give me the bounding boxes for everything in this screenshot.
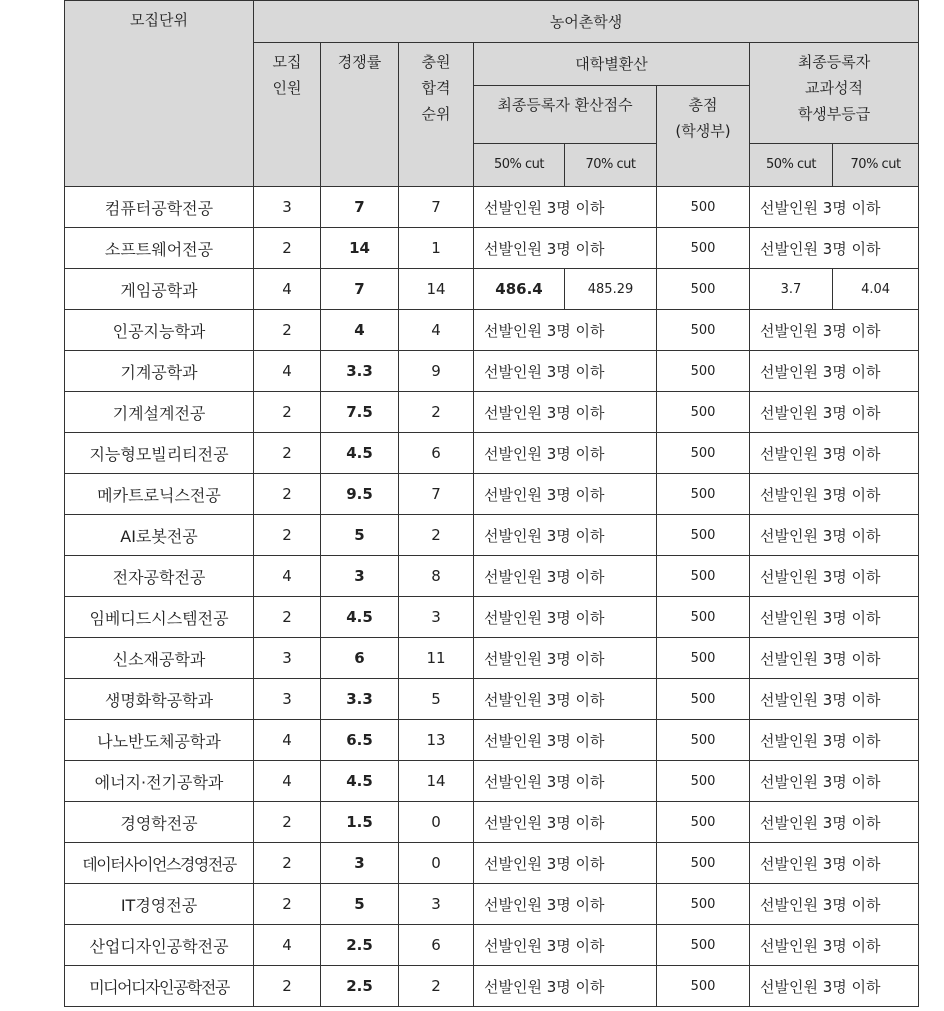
unit-name-cell: IT경영전공 xyxy=(65,884,254,925)
conv-note-cell: 선발인원 3명 이하 xyxy=(474,720,657,761)
quota-cell: 2 xyxy=(254,843,321,884)
rank-cell: 11 xyxy=(399,638,474,679)
quota-cell: 4 xyxy=(254,761,321,802)
conv-note-cell: 선발인원 3명 이하 xyxy=(474,310,657,351)
unit-name-cell: 데이터사이언스경영전공 xyxy=(65,843,254,884)
rank-cell: 5 xyxy=(399,679,474,720)
unit-name-cell: 생명화학공학과 xyxy=(65,679,254,720)
competition-cell: 7 xyxy=(321,187,399,228)
table-row xyxy=(65,679,919,720)
unit-name-cell: 컴퓨터공학전공 xyxy=(65,187,254,228)
rank-cell: 0 xyxy=(399,843,474,884)
conv-note-cell: 선발인원 3명 이하 xyxy=(474,228,657,269)
conv-note-cell: 선발인원 3명 이하 xyxy=(474,187,657,228)
total-score-cell: 500 xyxy=(657,925,750,966)
quota-cell: 4 xyxy=(254,720,321,761)
total-score-cell: 500 xyxy=(657,515,750,556)
grade-note-cell: 선발인원 3명 이하 xyxy=(750,884,919,925)
table-row xyxy=(65,556,919,597)
unit-name-cell: 기계공학과 xyxy=(65,351,254,392)
total-score-cell: 500 xyxy=(657,638,750,679)
competition-cell: 1.5 xyxy=(321,802,399,843)
grade-note-cell: 선발인원 3명 이하 xyxy=(750,802,919,843)
table-row xyxy=(65,187,919,228)
rank-cell: 6 xyxy=(399,433,474,474)
table-row xyxy=(65,720,919,761)
grade-note-cell: 선발인원 3명 이하 xyxy=(750,597,919,638)
header-group: 농어촌학생 xyxy=(254,1,919,43)
table-row xyxy=(65,597,919,638)
quota-cell: 2 xyxy=(254,228,321,269)
grade-cut50-cell: 3.7 xyxy=(750,269,833,310)
competition-cell: 4.5 xyxy=(321,597,399,638)
total-score-cell: 500 xyxy=(657,269,750,310)
grade-note-cell: 선발인원 3명 이하 xyxy=(750,474,919,515)
total-score-cell: 500 xyxy=(657,187,750,228)
grade-note-cell: 선발인원 3명 이하 xyxy=(750,720,919,761)
conv-note-cell: 선발인원 3명 이하 xyxy=(474,843,657,884)
unit-name-cell: 임베디드시스템전공 xyxy=(65,597,254,638)
competition-cell: 6 xyxy=(321,638,399,679)
header-univ-conv: 대학별환산 xyxy=(474,43,750,86)
grade-note-cell: 선발인원 3명 이하 xyxy=(750,515,919,556)
conv-note-cell: 선발인원 3명 이하 xyxy=(474,392,657,433)
rank-cell: 14 xyxy=(399,761,474,802)
grade-note-cell: 선발인원 3명 이하 xyxy=(750,310,919,351)
unit-name-cell: 메카트로닉스전공 xyxy=(65,474,254,515)
unit-name-cell: 미디어디자인공학전공 xyxy=(65,966,254,1007)
competition-cell: 14 xyxy=(321,228,399,269)
quota-cell: 2 xyxy=(254,884,321,925)
table-row xyxy=(65,310,919,351)
rank-cell: 2 xyxy=(399,966,474,1007)
quota-cell: 3 xyxy=(254,187,321,228)
conv-note-cell: 선발인원 3명 이하 xyxy=(474,515,657,556)
grade-note-cell: 선발인원 3명 이하 xyxy=(750,351,919,392)
competition-cell: 4.5 xyxy=(321,433,399,474)
grade-note-cell: 선발인원 3명 이하 xyxy=(750,228,919,269)
table-row xyxy=(65,843,919,884)
competition-cell: 2.5 xyxy=(321,966,399,1007)
grade-cut70-cell: 4.04 xyxy=(833,269,919,310)
quota-cell: 2 xyxy=(254,310,321,351)
header-quota-text: 모집 인원 xyxy=(272,53,302,97)
quota-cell: 4 xyxy=(254,556,321,597)
table-row xyxy=(65,228,919,269)
quota-cell: 2 xyxy=(254,433,321,474)
quota-cell: 2 xyxy=(254,515,321,556)
total-score-cell: 500 xyxy=(657,843,750,884)
unit-name-cell: 에너지·전기공학과 xyxy=(65,761,254,802)
header-unit: 모집단위 xyxy=(65,1,254,187)
conv-note-cell: 선발인원 3명 이하 xyxy=(474,638,657,679)
table-row xyxy=(65,638,919,679)
header-grade-cut50: 50% cut xyxy=(750,144,833,187)
unit-name-cell: 나노반도체공학과 xyxy=(65,720,254,761)
grade-note-cell: 선발인원 3명 이하 xyxy=(750,761,919,802)
quota-cell: 4 xyxy=(254,351,321,392)
unit-name-cell: AI로봇전공 xyxy=(65,515,254,556)
total-score-cell: 500 xyxy=(657,884,750,925)
table-body xyxy=(65,187,919,1007)
conv-note-cell: 선발인원 3명 이하 xyxy=(474,925,657,966)
conv-note-cell: 선발인원 3명 이하 xyxy=(474,556,657,597)
conv-cut70-cell: 485.29 xyxy=(565,269,657,310)
total-score-cell: 500 xyxy=(657,228,750,269)
rank-cell: 7 xyxy=(399,474,474,515)
table-row xyxy=(65,351,919,392)
total-score-cell: 500 xyxy=(657,351,750,392)
header-quota xyxy=(254,43,321,187)
header-final-grade-text: 최종등록자 교과성적 학생부등급 xyxy=(797,53,871,123)
rank-cell: 6 xyxy=(399,925,474,966)
rank-cell: 1 xyxy=(399,228,474,269)
quota-cell: 2 xyxy=(254,966,321,1007)
competition-cell: 4.5 xyxy=(321,761,399,802)
rank-cell: 14 xyxy=(399,269,474,310)
total-score-cell: 500 xyxy=(657,433,750,474)
quota-cell: 3 xyxy=(254,679,321,720)
conv-note-cell: 선발인원 3명 이하 xyxy=(474,761,657,802)
rank-cell: 9 xyxy=(399,351,474,392)
quota-cell: 2 xyxy=(254,474,321,515)
header-rank-text: 충원 합격 순위 xyxy=(421,53,451,123)
table-row xyxy=(65,392,919,433)
quota-cell: 4 xyxy=(254,269,321,310)
total-score-cell: 500 xyxy=(657,556,750,597)
competition-cell: 9.5 xyxy=(321,474,399,515)
header-conv-cut50: 50% cut xyxy=(474,144,565,187)
header-final-conv-score: 최종등록자 환산점수 xyxy=(474,86,657,144)
conv-note-cell: 선발인원 3명 이하 xyxy=(474,966,657,1007)
competition-cell: 4 xyxy=(321,310,399,351)
grade-note-cell: 선발인원 3명 이하 xyxy=(750,679,919,720)
quota-cell: 2 xyxy=(254,802,321,843)
total-score-cell: 500 xyxy=(657,802,750,843)
competition-cell: 3 xyxy=(321,843,399,884)
grade-note-cell: 선발인원 3명 이하 xyxy=(750,966,919,1007)
rank-cell: 3 xyxy=(399,597,474,638)
quota-cell: 3 xyxy=(254,638,321,679)
table-row xyxy=(65,925,919,966)
table-row xyxy=(65,433,919,474)
unit-name-cell: 게임공학과 xyxy=(65,269,254,310)
header-rank xyxy=(399,43,474,187)
competition-cell: 5 xyxy=(321,515,399,556)
competition-cell: 2.5 xyxy=(321,925,399,966)
unit-name-cell: 지능형모빌리티전공 xyxy=(65,433,254,474)
rank-cell: 4 xyxy=(399,310,474,351)
rank-cell: 0 xyxy=(399,802,474,843)
conv-note-cell: 선발인원 3명 이하 xyxy=(474,884,657,925)
conv-note-cell: 선발인원 3명 이하 xyxy=(474,597,657,638)
rank-cell: 2 xyxy=(399,392,474,433)
table-row xyxy=(65,269,919,310)
competition-cell: 7.5 xyxy=(321,392,399,433)
grade-note-cell: 선발인원 3명 이하 xyxy=(750,392,919,433)
competition-cell: 6.5 xyxy=(321,720,399,761)
unit-name-cell: 소프트웨어전공 xyxy=(65,228,254,269)
grade-note-cell: 선발인원 3명 이하 xyxy=(750,925,919,966)
unit-name-cell: 산업디자인공학전공 xyxy=(65,925,254,966)
competition-cell: 7 xyxy=(321,269,399,310)
grade-note-cell: 선발인원 3명 이하 xyxy=(750,638,919,679)
header-grade-cut70: 70% cut xyxy=(833,144,919,187)
rank-cell: 13 xyxy=(399,720,474,761)
grade-note-cell: 선발인원 3명 이하 xyxy=(750,556,919,597)
rank-cell: 8 xyxy=(399,556,474,597)
header-total-score-text: 총점 (학생부) xyxy=(675,96,731,140)
table-row xyxy=(65,966,919,1007)
header-total-score xyxy=(657,86,750,187)
header-final-grade xyxy=(750,43,919,144)
total-score-cell: 500 xyxy=(657,720,750,761)
total-score-cell: 500 xyxy=(657,761,750,802)
quota-cell: 4 xyxy=(254,925,321,966)
grade-note-cell: 선발인원 3명 이하 xyxy=(750,843,919,884)
conv-note-cell: 선발인원 3명 이하 xyxy=(474,474,657,515)
table-row xyxy=(65,474,919,515)
table-row xyxy=(65,802,919,843)
conv-note-cell: 선발인원 3명 이하 xyxy=(474,679,657,720)
total-score-cell: 500 xyxy=(657,474,750,515)
table-row xyxy=(65,515,919,556)
conv-note-cell: 선발인원 3명 이하 xyxy=(474,433,657,474)
rank-cell: 7 xyxy=(399,187,474,228)
unit-name-cell: 신소재공학과 xyxy=(65,638,254,679)
rank-cell: 2 xyxy=(399,515,474,556)
quota-cell: 2 xyxy=(254,597,321,638)
total-score-cell: 500 xyxy=(657,597,750,638)
unit-name-cell: 경영학전공 xyxy=(65,802,254,843)
conv-note-cell: 선발인원 3명 이하 xyxy=(474,802,657,843)
total-score-cell: 500 xyxy=(657,392,750,433)
competition-cell: 3 xyxy=(321,556,399,597)
competition-cell: 3.3 xyxy=(321,351,399,392)
admission-table xyxy=(64,0,919,1007)
unit-name-cell: 인공지능학과 xyxy=(65,310,254,351)
total-score-cell: 500 xyxy=(657,679,750,720)
grade-note-cell: 선발인원 3명 이하 xyxy=(750,433,919,474)
competition-cell: 5 xyxy=(321,884,399,925)
unit-name-cell: 기계설계전공 xyxy=(65,392,254,433)
header-conv-cut70: 70% cut xyxy=(565,144,657,187)
conv-note-cell: 선발인원 3명 이하 xyxy=(474,351,657,392)
rank-cell: 3 xyxy=(399,884,474,925)
total-score-cell: 500 xyxy=(657,310,750,351)
table-row xyxy=(65,884,919,925)
competition-cell: 3.3 xyxy=(321,679,399,720)
unit-name-cell: 전자공학전공 xyxy=(65,556,254,597)
table-row xyxy=(65,761,919,802)
quota-cell: 2 xyxy=(254,392,321,433)
total-score-cell: 500 xyxy=(657,966,750,1007)
grade-note-cell: 선발인원 3명 이하 xyxy=(750,187,919,228)
conv-cut50-cell: 486.4 xyxy=(474,269,565,310)
header-competition: 경쟁률 xyxy=(321,43,399,187)
